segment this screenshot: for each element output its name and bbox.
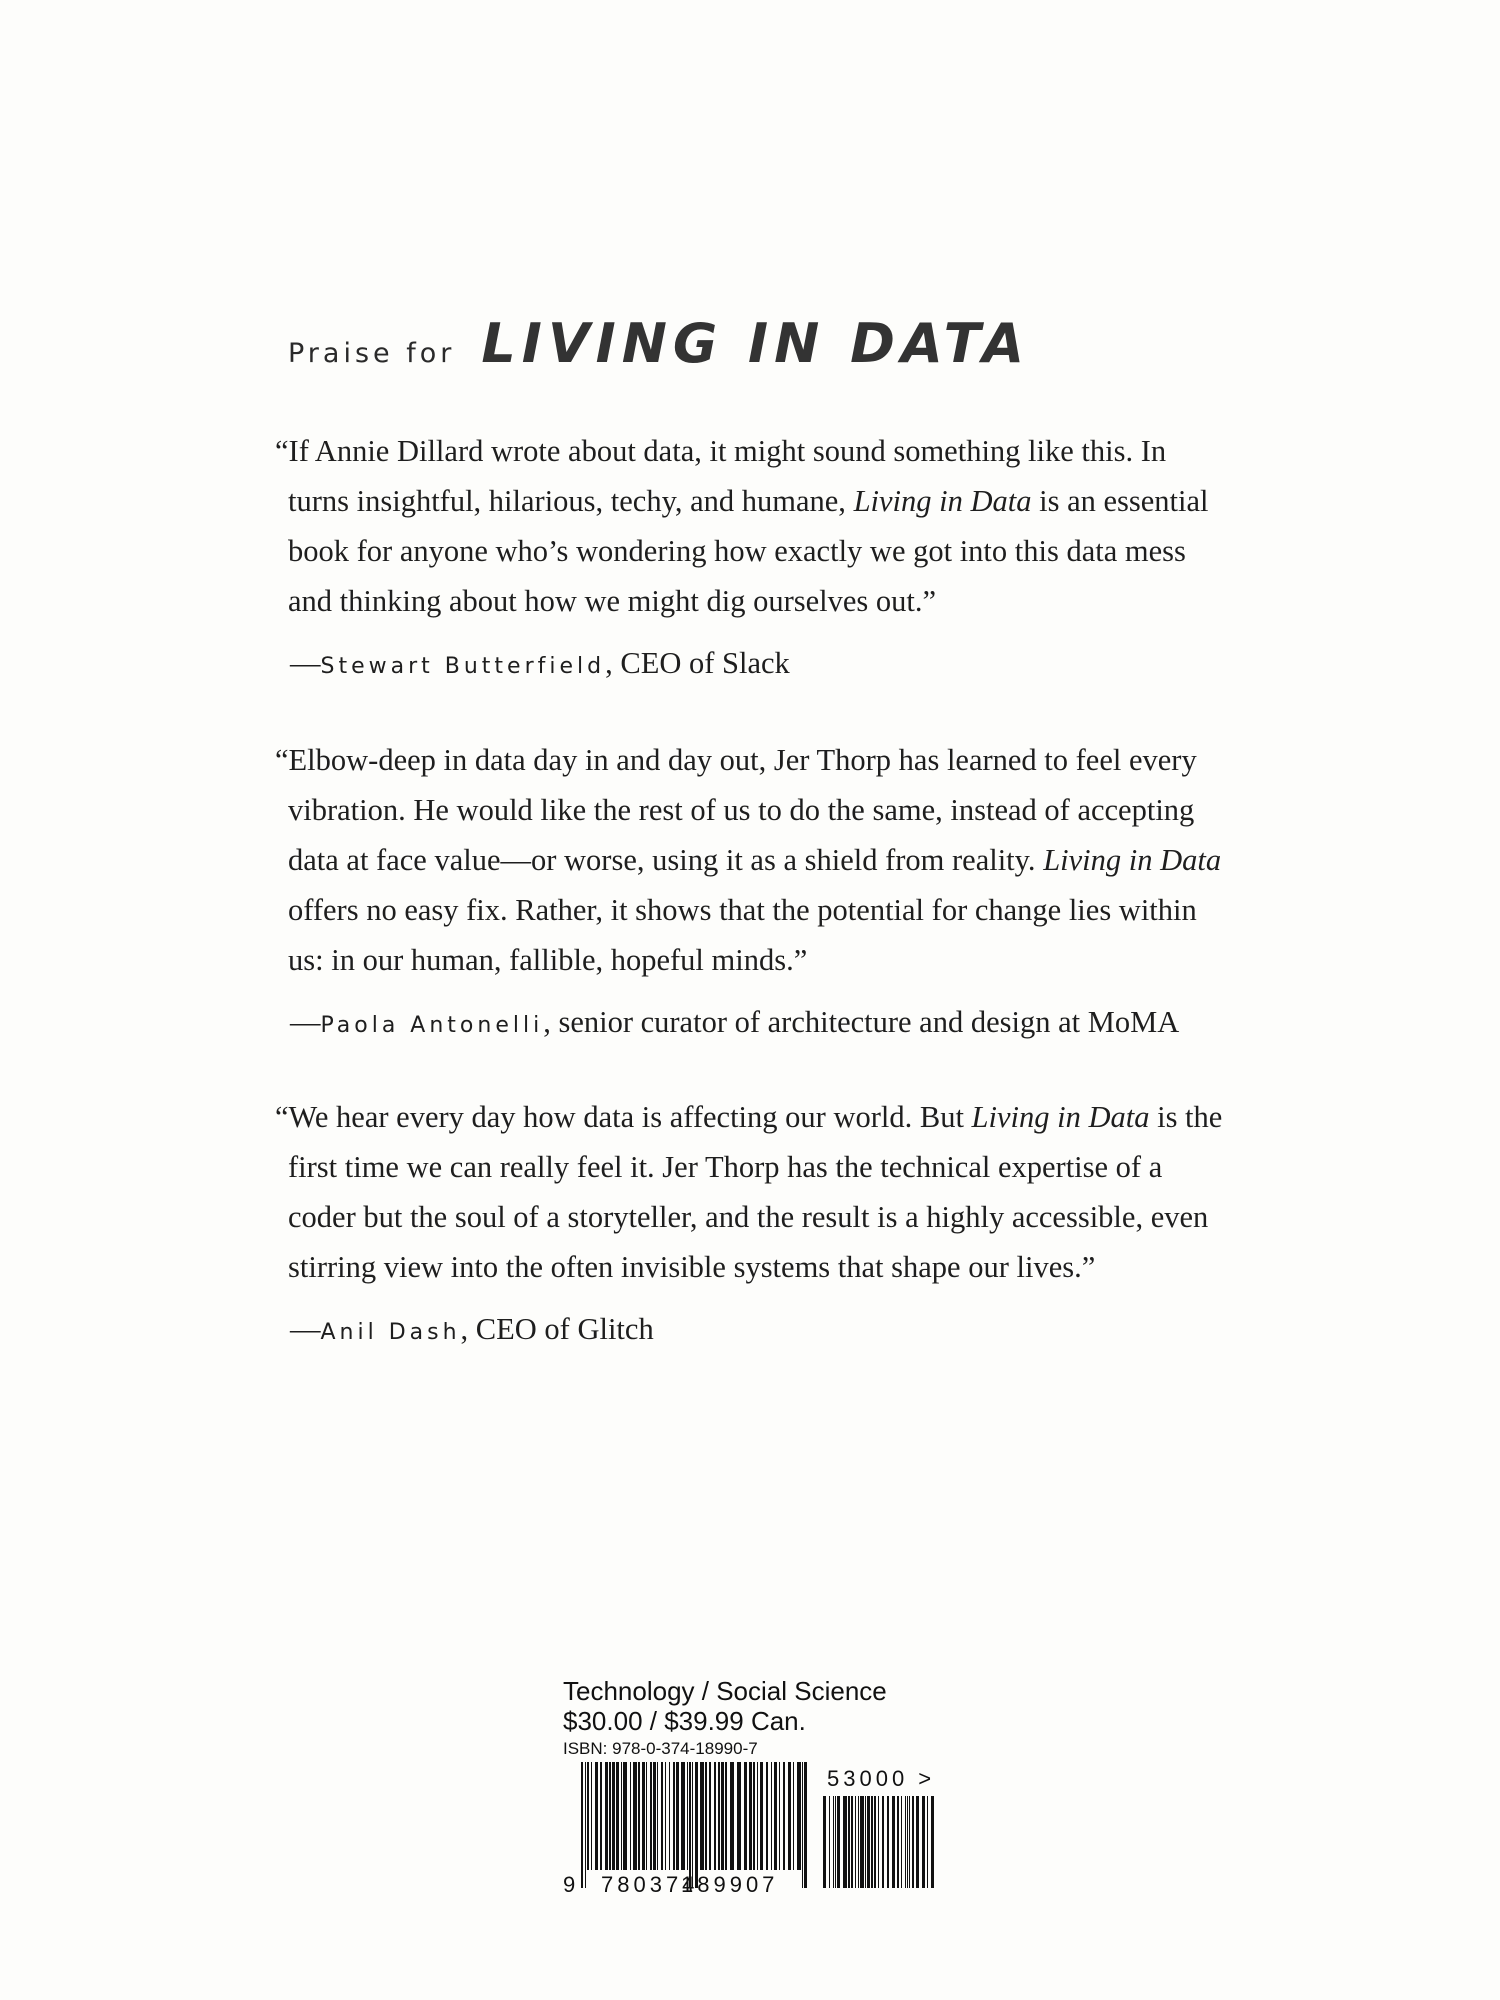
barcode-bar <box>638 1762 640 1870</box>
barcode-bar <box>905 1796 906 1888</box>
barcode-bar <box>609 1762 611 1870</box>
barcode-digits-group-2: 189907 <box>681 1872 779 1897</box>
blurb-1-role: , CEO of Slack <box>605 646 790 680</box>
barcode-bar <box>600 1762 602 1870</box>
barcode-bar <box>788 1762 791 1870</box>
barcode-bar <box>681 1762 685 1870</box>
barcode-bar <box>749 1762 752 1870</box>
barcode-bar <box>695 1762 698 1888</box>
barcode-bar <box>774 1762 777 1870</box>
blurb-3 <box>275 1092 1231 1358</box>
barcode-bar <box>922 1796 925 1888</box>
barcode-bar <box>687 1762 688 1870</box>
isbn-label: ISBN: 978-0-374-18990-7 <box>563 1739 758 1758</box>
barcode-bar <box>705 1762 707 1870</box>
quote-text-run: offers no easy fix. Rather, it shows that the potential for change lies within us: in our human, fallible, hopeful minds.” <box>288 893 1197 977</box>
blurb-2-text <box>275 735 1231 985</box>
barcode-bar <box>718 1762 720 1870</box>
barcode-bar <box>833 1796 834 1888</box>
quote-text-run: is the first time we can really feel it. Jer Thorp has the technical expertise of a coder but the soul of a storyteller, and the result is a highly accessible, even stirring view into the often invisible systems that shape our lives.” <box>288 1100 1223 1284</box>
barcode-bar <box>802 1762 803 1888</box>
praise-heading <box>288 312 1030 375</box>
barcode-bar <box>591 1762 592 1870</box>
barcode-bar <box>843 1796 847 1888</box>
blurb-3-text <box>275 1092 1231 1292</box>
barcode-bar <box>797 1762 801 1870</box>
blurb-1-text <box>275 426 1231 626</box>
barcode-block <box>563 1676 963 1897</box>
quote-text-run: “Elbow-deep in data day in and day out, Jer Thorp has learned to feel every vibration. He would like the rest of us to do the same, instead of accepting data at face value—or worse, using it as a shield from reality. <box>275 743 1197 877</box>
barcode-bar <box>581 1762 583 1888</box>
book-price: $30.00 / $39.99 Can. <box>563 1706 806 1736</box>
barcode-bar <box>766 1762 768 1870</box>
barcode-bar <box>689 1762 691 1888</box>
price-addon-barcode-bars <box>823 1796 934 1888</box>
barcode-bar <box>616 1762 619 1870</box>
barcode-bar <box>673 1762 675 1870</box>
barcode-bar <box>887 1796 889 1888</box>
barcode-bar <box>595 1762 598 1870</box>
barcode-bar <box>585 1762 586 1888</box>
book-title: LIVING IN DATA <box>481 312 1031 375</box>
blurb-1-attribution <box>290 638 1231 692</box>
blurb-3-role: , CEO of Glitch <box>460 1312 654 1346</box>
barcode-bar <box>753 1762 755 1870</box>
barcode-bar <box>892 1796 895 1888</box>
barcode-bar <box>829 1796 830 1888</box>
barcode-bar <box>878 1796 879 1888</box>
barcode-bar <box>783 1762 785 1870</box>
barcode-bar <box>650 1762 652 1870</box>
barcode-bar <box>771 1762 772 1870</box>
quote-text-run: “We hear every day how data is affecting our world. But <box>275 1100 972 1134</box>
isbn-barcode-bars <box>581 1762 807 1888</box>
dash: — <box>290 1312 321 1346</box>
book-title-italic: Living in Data <box>971 1100 1150 1134</box>
barcode-bar <box>871 1796 873 1888</box>
barcode-bar <box>912 1796 914 1888</box>
barcode-bar <box>848 1796 850 1888</box>
barcode-bar <box>916 1796 919 1888</box>
barcode-bar <box>867 1796 870 1888</box>
barcode-bar <box>587 1762 589 1870</box>
praise-prefix: Praise for <box>288 338 456 369</box>
barcode-bar <box>760 1762 763 1870</box>
barcode-bar <box>882 1796 884 1888</box>
blurb-3-attribution <box>290 1304 1231 1358</box>
barcode-bar <box>744 1762 747 1870</box>
blurb-2-author: Paola Antonelli <box>320 1013 544 1038</box>
barcode-bar <box>779 1762 780 1870</box>
barcode-bar <box>633 1762 637 1870</box>
barcode-digits-group-1: 780374 <box>601 1872 699 1897</box>
barcode-bar <box>642 1762 645 1870</box>
barcode-bar <box>661 1762 663 1870</box>
quote-text-run: “If Annie Dillard wrote about data, it might sound something like this. In turns insightful, hilarious, techy, and humane, <box>275 434 1167 518</box>
dash: — <box>290 1005 321 1039</box>
blurb-1-author: Stewart Butterfield <box>320 654 606 679</box>
book-title-italic: Living in Data <box>853 484 1032 518</box>
blurb-1 <box>275 426 1231 692</box>
blurb-3-author: Anil Dash <box>320 1320 461 1345</box>
barcode-bar <box>692 1762 693 1888</box>
barcode-bar <box>901 1796 902 1888</box>
barcode-bar <box>653 1762 656 1870</box>
barcode-bar <box>851 1796 853 1888</box>
barcode-bar <box>676 1762 679 1870</box>
barcode-bar <box>714 1762 716 1870</box>
barcode-bar <box>865 1796 866 1888</box>
barcode-bar <box>907 1796 908 1888</box>
barcode-bar <box>721 1762 724 1870</box>
barcode-bar <box>730 1762 734 1870</box>
barcode-bar <box>858 1796 859 1888</box>
barcode-bar <box>855 1796 856 1888</box>
blurb-2 <box>275 735 1231 1051</box>
barcode-bar <box>793 1762 794 1870</box>
barcode-bar <box>909 1796 910 1888</box>
barcode <box>563 1762 943 1912</box>
barcode-bar <box>646 1762 647 1870</box>
barcode-bar <box>897 1796 899 1888</box>
quote-text-run: is an essential book for anyone who’s wondering how exactly we got into this data mess and thinking about how we might dig ourselves out.” <box>288 484 1209 618</box>
barcode-bar <box>931 1796 934 1888</box>
barcode-bar <box>612 1762 615 1870</box>
barcode-addon-digits: 53000 > <box>827 1766 936 1791</box>
barcode-bar <box>630 1762 631 1870</box>
barcode-bar <box>709 1762 711 1870</box>
book-title-italic: Living in Data <box>1043 843 1222 877</box>
barcode-lead-digit: 9 <box>563 1872 576 1897</box>
blurb-2-role: , senior curator of architecture and design at MoMA <box>543 1005 1180 1039</box>
barcode-bar <box>757 1762 758 1870</box>
barcode-bar <box>621 1762 622 1870</box>
barcode-bar <box>623 1762 627 1870</box>
barcode-bar <box>605 1762 608 1870</box>
barcode-bar <box>669 1762 670 1870</box>
dash: — <box>290 646 321 680</box>
barcode-bar <box>804 1762 807 1888</box>
barcode-bar <box>657 1762 658 1870</box>
barcode-bar <box>874 1796 876 1888</box>
barcode-bar <box>665 1762 666 1870</box>
blurb-2-attribution <box>290 997 1231 1051</box>
barcode-bar <box>725 1762 727 1870</box>
barcode-bar <box>927 1796 928 1888</box>
barcode-bar <box>823 1796 826 1888</box>
barcode-bar <box>860 1796 864 1888</box>
barcode-bar <box>835 1796 836 1888</box>
barcode-bar <box>700 1762 704 1870</box>
book-category: Technology / Social Science <box>563 1676 887 1706</box>
barcode-bar <box>737 1762 741 1870</box>
barcode-bar <box>837 1796 840 1888</box>
